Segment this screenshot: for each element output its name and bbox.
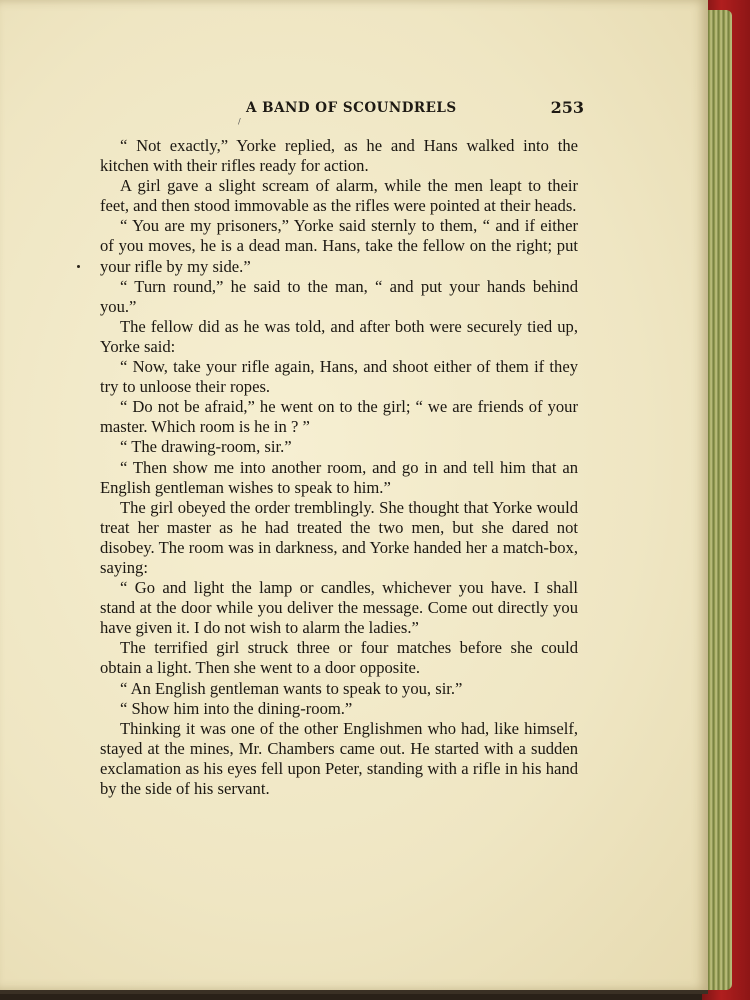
page-header	[100, 98, 584, 126]
paragraph: The fellow did as he was told, and after both were securely tied up, Yorke said:	[100, 316, 578, 356]
paragraph: “ The drawing-room, sir.”	[120, 437, 292, 457]
paragraph: A girl gave a slight scream of alarm, while the men leapt to their feet, and then stood immovable as the rifles were pointed at their heads.	[100, 176, 578, 216]
paragraph: The girl obeyed the order tremblingly. She thought that Yorke would treat her master as he had treated the two men, but she dared not disobey. The room was in darkness, and Yorke handed her a match-box, saying:	[100, 497, 578, 577]
margin-dot	[77, 265, 80, 268]
paragraph: “ Go and light the lamp or candles, whichever you have. I shall stand at the door while you deliver the message. Come out directly you have given it. I do not wish to alarm the ladies.”	[100, 578, 578, 638]
paragraph: Thinking it was one of the other Englishmen who had, like himself, stayed at the mines, Mr. Chambers came out. He started with a sudden exclamation as his eyes fell upon Peter, standing with a rifle in his hand by the side of his servant.	[100, 718, 578, 798]
pencil-mark: /	[238, 117, 241, 126]
paragraph: “ Not exactly,” Yorke replied, as he and Hans walked into the kitchen with their rifles ready for action.	[100, 136, 578, 176]
running-head: A BAND OF SCOUNDRELS	[246, 100, 457, 116]
paragraph: “ You are my prisoners,” Yorke said sternly to them, “ and if either of you moves, he is a dead man. Hans, take the fellow on the right; put your rifle by my side.”	[100, 216, 578, 276]
paragraph: “ An English gentleman wants to speak to you, sir.”	[120, 678, 463, 698]
paragraph: “ Now, take your rifle again, Hans, and shoot either of them if they try to unloose their ropes.	[100, 357, 578, 397]
paragraph: “ Turn round,” he said to the man, “ and put your hands behind you.”	[100, 276, 578, 316]
page-number: 253	[550, 98, 584, 117]
paragraph: The terrified girl struck three or four matches before she could obtain a light. Then she went to a door opposite.	[100, 638, 578, 678]
body-text	[100, 136, 578, 799]
paragraph: “ Show him into the dining-room.”	[120, 698, 353, 718]
paragraph: “ Then show me into another room, and go in and tell him that an English gentleman wishes to speak to him.”	[100, 457, 578, 497]
paragraph: “ Do not be afraid,” he went on to the girl; “ we are friends of your master. Which room is he in ? ”	[100, 397, 578, 437]
